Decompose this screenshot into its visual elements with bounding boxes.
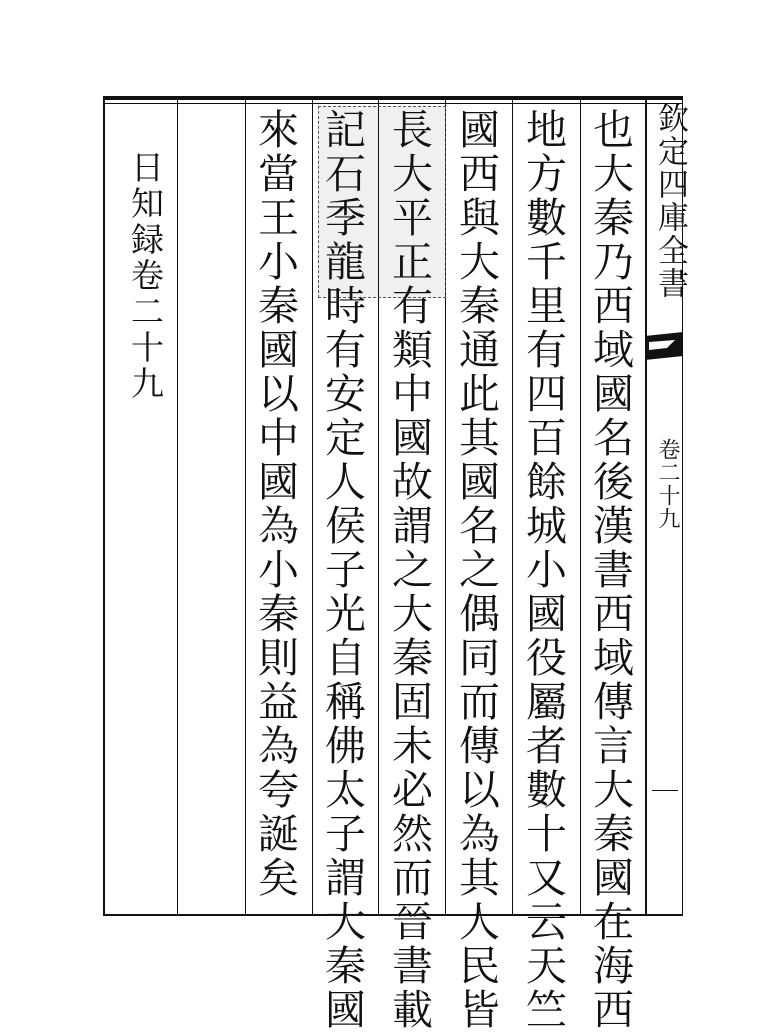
column-divider [312, 100, 313, 914]
column-divider [512, 100, 513, 914]
column-divider [245, 100, 246, 914]
text-column-3: 國西與大秦通此其國名之偶同而傳以為其人民皆 [452, 108, 500, 1032]
left-border [103, 96, 105, 916]
volume-label: 卷二十九 [655, 438, 680, 530]
text-column-4: 長大平正有類中國故謂之大秦固未必然而晉書載 [385, 108, 433, 1032]
top-border-thin [103, 103, 683, 104]
text-column-1: 也大秦乃西域國名後漢書西域傳言大秦國在海西 [586, 108, 634, 1032]
text-column-5: 記石季龍時有安定人侯子光自稱佛太子謂大秦國 [318, 108, 366, 1032]
margin-header: 欽定四庫全書 [652, 102, 688, 300]
column-divider [580, 100, 581, 914]
book-title: 日知録卷二十九 [126, 150, 165, 402]
column-divider-margin [645, 96, 647, 916]
text-column-2: 地方數千里有四百餘城小國役屬者數十又云天竺 [519, 108, 567, 1032]
top-border-thick [103, 96, 683, 100]
fishtail-mark-icon [645, 330, 683, 364]
text-column-6: 來當王小秦國以中國為小秦則益為夸誕矣 [251, 108, 299, 900]
margin-tick [652, 790, 678, 791]
column-divider [177, 100, 178, 914]
